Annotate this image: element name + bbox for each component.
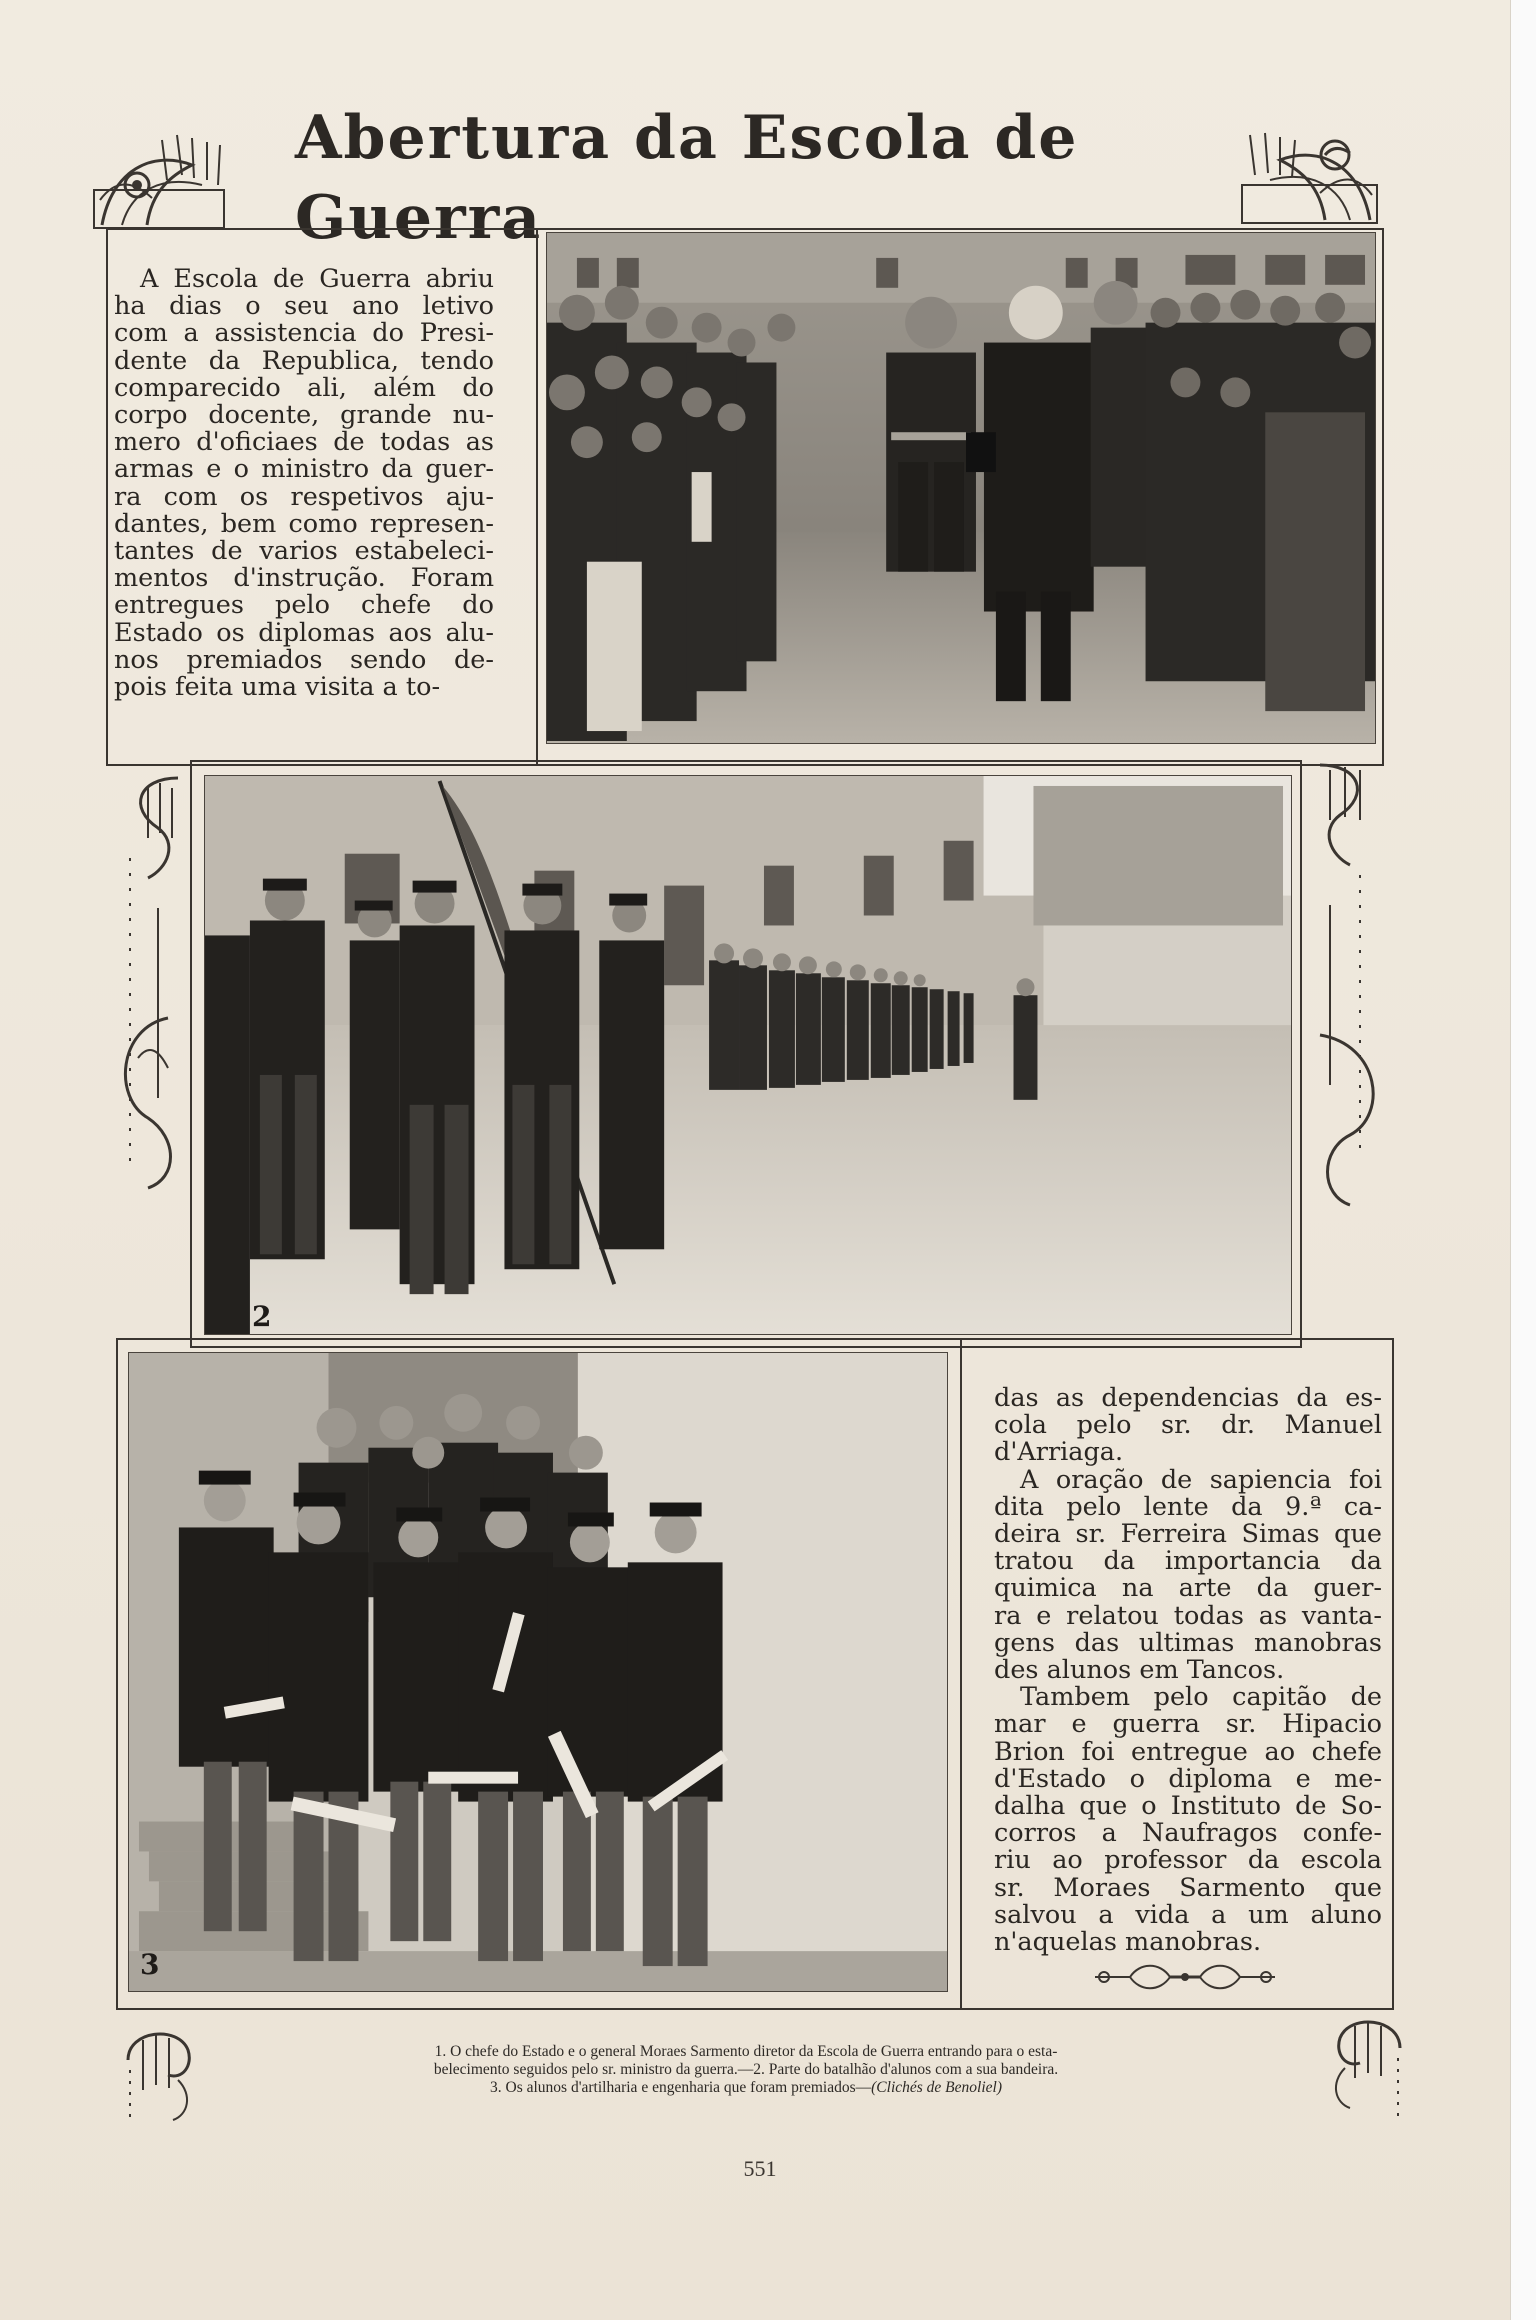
intro-line: Estado os diplomas aos alu-: [114, 617, 494, 648]
caption-ornament-left: [118, 2020, 198, 2130]
intro-line: com a assistencia do Presi-: [114, 318, 494, 349]
continuation-line: cola pelo sr. dr. Manuel: [994, 1410, 1382, 1441]
photo-credit: (Clichés de Benoliel): [871, 2079, 1002, 2096]
intro-line: ra com os respetivos aju-: [114, 481, 494, 512]
intro-line: corpo docente, grande nu-: [114, 400, 494, 431]
continuation-line: corros a Naufragos confe-: [994, 1818, 1382, 1849]
photo-president-entering: [546, 232, 1376, 744]
intro-line: dantes, bem como represen-: [114, 508, 494, 539]
title-ornament-right: [1240, 125, 1380, 225]
continuation-line: ra e relatou todas as vanta-: [994, 1600, 1382, 1631]
continuation-line: deira sr. Ferreira Simas que: [994, 1519, 1382, 1550]
continuation-line: A oração de sapiencia foi: [1020, 1464, 1382, 1495]
continuation-line: Tambem pelo capitão de: [1020, 1682, 1382, 1713]
intro-line: mero d'oficiaes de todas as: [114, 427, 494, 458]
continuation-line: riu ao professor da escola: [994, 1845, 1382, 1876]
intro-line: comparecido ali, além do: [114, 372, 494, 403]
title-ornament-left: [92, 130, 227, 230]
intro-line: dente da Republica, tendo: [114, 345, 494, 376]
continuation-line: sr. Moraes Sarmento que: [994, 1872, 1382, 1903]
continuation-line: n'aquelas manobras.: [994, 1927, 1262, 1958]
intro-line: mentos d'instrução. Foram: [114, 563, 494, 594]
continuation-line: des alunos em Tancos.: [994, 1655, 1285, 1686]
intro-text: [114, 266, 494, 701]
intro-line: ha dias o seu ano letivo: [114, 291, 494, 322]
continuation-line: mar e guerra sr. Hipacio: [994, 1709, 1382, 1740]
side-ornament-right: [1300, 755, 1390, 1235]
page-number: 551: [743, 2156, 777, 2181]
caption-line-2: belecimento seguidos pelo sr. ministro da guerra.—2. Parte do batalhão d'alunos com a sua bandeira.: [433, 2061, 1059, 2078]
caption-ornament-right: [1320, 2008, 1410, 2123]
photo-number-3: 3: [140, 1948, 160, 1981]
continuation-line: dita pelo lente da 9.ª ca-: [994, 1491, 1382, 1522]
intro-line: pois feita uma visita a to-: [114, 672, 441, 703]
text-end-ornament: [1090, 1957, 1280, 1997]
continuation-line: quimica na arte da guer-: [994, 1573, 1382, 1604]
caption-line-3: [236, 2079, 1256, 2097]
continuation-line: d'Estado o diploma e me-: [994, 1763, 1382, 1794]
page-title: Abertura da Escola de Guerra: [295, 103, 1079, 253]
caption-line-1: 1. O chefe do Estado e o general Moraes Sarmento diretor da Escola de Guerra entrando para o esta-: [434, 2043, 1058, 2060]
photo-captions: [236, 2043, 1256, 2097]
continuation-line: dalha que o Instituto de So-: [994, 1791, 1382, 1822]
continuation-line: gens das ultimas manobras: [994, 1627, 1382, 1658]
caption-line-3-main: 3. Os alunos d'artilharia e engenharia que foram premiados—: [490, 2079, 872, 2096]
photo-number-2: 2: [252, 1300, 272, 1333]
continuation-line: salvou a vida a um aluno: [994, 1899, 1382, 1930]
continuation-line: das as dependencias da es-: [994, 1383, 1382, 1413]
intro-line: entregues pelo chefe do: [114, 590, 494, 621]
photo-battalion-with-flag: [204, 775, 1292, 1335]
continuation-line: Brion foi entregue ao chefe: [994, 1736, 1382, 1767]
continuation-line: tratou da importancia da: [994, 1546, 1382, 1577]
intro-line: nos premiados sendo de-: [114, 644, 494, 675]
intro-line: tantes de varios estabeleci-: [114, 536, 494, 567]
intro-line: armas e o ministro da guer-: [114, 454, 494, 485]
photo-prize-winning-students: [128, 1352, 948, 1992]
intro-line: A Escola de Guerra abriu: [140, 264, 494, 294]
side-ornament-left: [108, 768, 188, 1228]
continuation-text: [994, 1385, 1382, 1956]
continuation-line: d'Arriaga.: [994, 1437, 1124, 1468]
page-edge: [1510, 0, 1536, 2320]
